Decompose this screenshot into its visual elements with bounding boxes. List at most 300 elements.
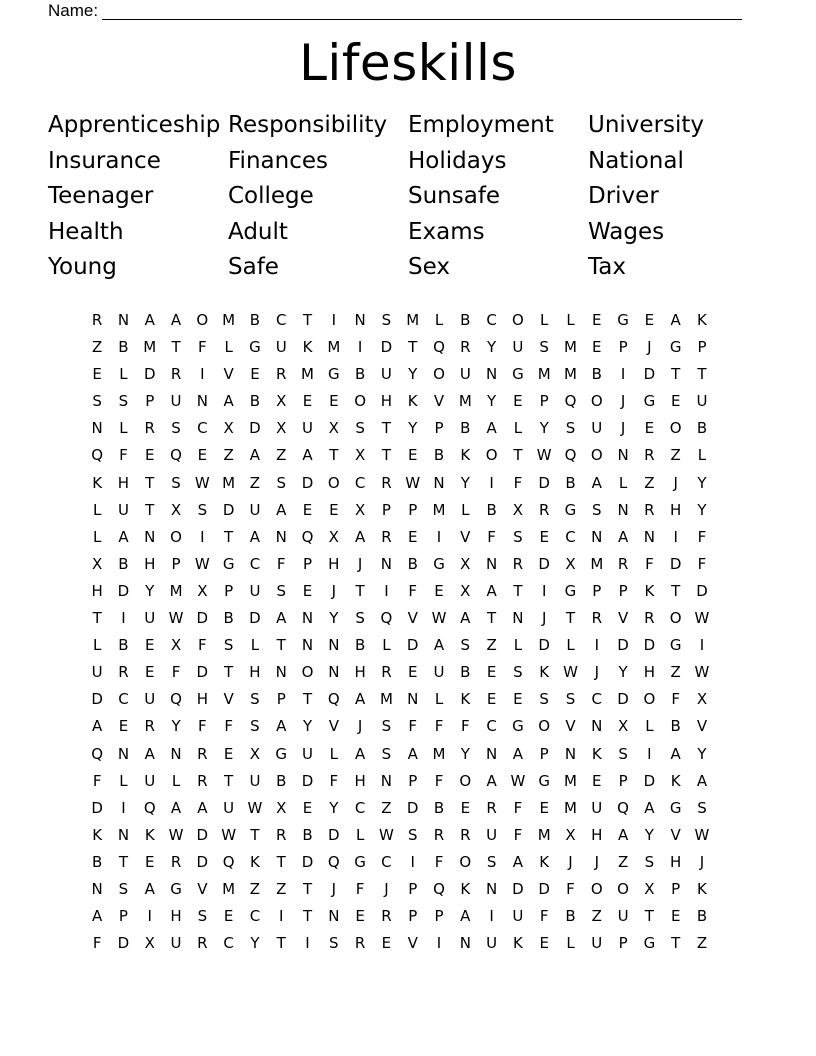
grid-letter[interactable]: C [591,690,603,709]
grid-letter[interactable]: R [591,609,602,628]
grid-letter[interactable]: N [117,744,130,763]
grid-letter[interactable]: V [670,825,681,844]
grid-letter[interactable]: Q [564,446,577,465]
grid-letter[interactable]: S [276,473,286,492]
grid-letter[interactable]: L [224,338,233,357]
grid-letter[interactable]: X [328,419,339,438]
grid-letter[interactable]: N [196,392,208,411]
grid-letter[interactable]: V [433,392,445,411]
grid-letter[interactable]: W [194,473,210,492]
grid-letter[interactable]: M [406,311,420,329]
grid-letter[interactable]: Q [91,744,104,763]
grid-letter[interactable]: A [407,744,418,763]
grid-letter[interactable]: D [538,554,550,573]
grid-letter[interactable]: K [302,338,313,357]
grid-letter[interactable]: I [541,581,547,600]
grid-letter[interactable]: M [537,365,551,384]
grid-letter[interactable]: B [433,798,445,817]
grid-letter[interactable]: Q [564,392,577,411]
grid-letter[interactable]: I [121,609,126,628]
grid-letter[interactable]: N [591,717,603,736]
grid-letter[interactable]: L [461,500,470,519]
grid-letter[interactable]: L [92,527,102,546]
grid-letter[interactable]: D [406,636,419,655]
grid-letter[interactable]: B [354,365,366,384]
grid-letter[interactable]: N [117,825,130,844]
grid-letter[interactable]: Y [408,365,418,384]
grid-letter[interactable]: R [617,554,629,573]
grid-letter[interactable]: W [563,663,578,682]
grid-letter[interactable]: Z [223,446,234,465]
grid-letter[interactable]: E [302,581,313,600]
grid-letter[interactable]: S [381,717,392,736]
grid-letter[interactable]: Y [618,663,628,682]
grid-letter[interactable]: T [644,907,654,926]
grid-letter[interactable]: P [381,500,391,519]
grid-letter[interactable]: O [590,392,603,411]
grid-letter[interactable]: I [594,636,599,655]
grid-letter[interactable]: E [145,446,155,465]
grid-letter[interactable]: U [170,392,182,411]
grid-letter[interactable]: T [302,879,313,898]
grid-letter[interactable]: P [434,419,444,438]
grid-letter[interactable]: F [276,554,286,573]
grid-letter[interactable]: B [460,419,471,438]
grid-letter[interactable]: S [118,879,129,898]
grid-letter[interactable]: Z [670,663,681,682]
name-line[interactable] [102,3,742,20]
grid-letter[interactable]: I [620,365,626,384]
grid-letter[interactable]: T [381,419,391,438]
grid-letter[interactable]: H [670,500,682,519]
grid-letter[interactable]: D [117,581,130,600]
grid-letter[interactable]: L [119,419,128,438]
grid-letter[interactable]: D [301,473,314,492]
grid-letter[interactable]: Q [433,879,445,898]
grid-letter[interactable]: T [92,609,102,628]
grid-letter[interactable]: D [328,825,340,844]
grid-letter[interactable]: W [221,825,237,844]
grid-letter[interactable]: A [197,798,208,817]
grid-letter[interactable]: D [249,609,261,628]
grid-letter[interactable]: F [434,771,444,790]
grid-letter[interactable]: F [487,527,496,546]
grid-letter[interactable]: D [301,771,314,790]
grid-letter[interactable]: Y [460,473,470,492]
grid-letter[interactable]: Q [617,798,629,817]
grid-letter[interactable]: P [697,338,707,357]
grid-letter[interactable]: X [144,934,155,953]
grid-letter[interactable]: E [145,852,155,871]
grid-letter[interactable]: F [119,446,128,465]
grid-letter[interactable]: L [618,473,628,492]
grid-letter[interactable]: U [91,663,103,682]
grid-letter[interactable]: D [643,365,656,384]
grid-letter[interactable]: A [144,879,155,898]
grid-letter[interactable]: S [592,500,602,519]
grid-letter[interactable]: T [355,581,365,600]
grid-letter[interactable]: Z [249,473,261,492]
grid-letter[interactable]: P [276,690,286,709]
grid-letter[interactable]: P [408,907,418,926]
grid-letter[interactable]: S [539,338,549,357]
grid-letter[interactable]: G [249,338,261,357]
grid-letter[interactable]: N [170,744,182,763]
grid-letter[interactable]: U [459,365,471,384]
grid-letter[interactable]: M [564,771,577,790]
grid-letter[interactable]: U [380,365,392,384]
grid-letter[interactable]: A [644,798,655,817]
grid-letter[interactable]: Y [329,609,339,628]
grid-letter[interactable]: A [354,527,366,546]
grid-letter[interactable]: N [459,934,471,953]
grid-letter[interactable]: G [669,338,682,357]
grid-letter[interactable]: Y [171,717,181,736]
grid-letter[interactable]: E [513,392,523,411]
grid-letter[interactable]: R [197,934,208,953]
grid-letter[interactable]: S [513,527,523,546]
grid-letter[interactable]: T [224,663,234,682]
grid-letter[interactable]: J [331,581,337,600]
grid-letter[interactable]: O [327,473,340,492]
grid-letter[interactable]: T [381,446,391,465]
grid-letter[interactable]: U [486,934,498,953]
grid-letter[interactable]: A [170,798,182,817]
grid-letter[interactable]: R [197,744,208,763]
grid-letter[interactable]: K [697,879,707,898]
grid-letter[interactable]: T [171,338,181,357]
grid-letter[interactable]: Y [697,473,707,492]
grid-letter[interactable]: K [512,934,523,953]
grid-letter[interactable]: U [486,825,498,844]
grid-letter[interactable]: U [696,392,708,411]
grid-letter[interactable]: F [513,473,523,492]
grid-letter[interactable]: Y [487,392,497,411]
grid-letter[interactable]: Z [486,636,497,655]
grid-letter[interactable]: L [355,825,365,844]
grid-letter[interactable]: T [145,473,155,492]
grid-letter[interactable]: N [617,446,629,465]
grid-letter[interactable]: O [643,690,656,709]
grid-letter[interactable]: R [512,554,524,573]
grid-letter[interactable]: D [617,636,629,655]
grid-letter[interactable]: B [460,663,471,682]
grid-letter[interactable]: J [647,338,652,357]
grid-letter[interactable]: B [565,907,576,926]
grid-letter[interactable]: M [564,365,577,384]
grid-letter[interactable]: B [670,717,681,736]
grid-letter[interactable]: D [196,663,209,682]
grid-letter[interactable]: R [276,825,287,844]
grid-letter[interactable]: E [145,636,155,655]
grid-letter[interactable]: H [380,392,393,411]
grid-letter[interactable]: B [223,609,234,628]
grid-letter[interactable]: D [91,690,103,709]
grid-letter[interactable]: E [539,798,549,817]
grid-letter[interactable]: L [382,636,391,655]
grid-letter[interactable]: E [670,907,681,926]
grid-letter[interactable]: A [92,717,103,736]
grid-letter[interactable]: K [460,879,471,898]
grid-letter[interactable]: Z [92,338,103,357]
grid-letter[interactable]: D [380,338,393,357]
grid-letter[interactable]: S [407,825,418,844]
grid-letter[interactable]: X [460,581,471,600]
grid-letter[interactable]: E [460,798,471,817]
grid-letter[interactable]: I [279,907,284,926]
grid-letter[interactable]: W [694,663,710,682]
grid-letter[interactable]: H [117,473,130,492]
grid-letter[interactable]: T [408,338,418,357]
grid-letter[interactable]: K [460,446,471,465]
grid-letter[interactable]: I [410,852,415,871]
grid-letter[interactable]: R [170,365,182,384]
grid-letter[interactable]: K [539,663,550,682]
grid-letter[interactable]: E [539,934,549,953]
grid-letter[interactable]: B [696,907,708,926]
grid-letter[interactable]: R [381,473,392,492]
grid-letter[interactable]: R [538,500,550,519]
grid-letter[interactable]: E [302,500,313,519]
grid-letter[interactable]: F [198,338,207,357]
grid-letter[interactable]: Y [487,338,497,357]
grid-letter[interactable]: J [357,554,363,573]
grid-letter[interactable]: E [302,798,313,817]
grid-letter[interactable]: A [460,907,471,926]
grid-letter[interactable]: K [92,825,103,844]
grid-letter[interactable]: N [275,527,287,546]
grid-letter[interactable]: E [118,717,129,736]
grid-letter[interactable]: E [92,365,102,384]
grid-letter[interactable]: S [460,636,471,655]
grid-letter[interactable]: H [591,825,603,844]
grid-letter[interactable]: D [669,554,682,573]
grid-letter[interactable]: U [591,934,603,953]
grid-letter[interactable]: R [354,934,366,953]
grid-letter[interactable]: P [618,338,628,357]
grid-letter[interactable]: T [329,446,339,465]
grid-letter[interactable]: B [118,554,129,573]
grid-letter[interactable]: F [171,663,181,682]
grid-letter[interactable]: W [168,609,184,628]
grid-letter[interactable]: W [168,825,184,844]
grid-letter[interactable]: A [591,473,602,492]
grid-letter[interactable]: Q [91,446,104,465]
grid-letter[interactable]: X [644,879,655,898]
grid-letter[interactable]: D [643,771,656,790]
grid-letter[interactable]: R [91,311,103,329]
grid-letter[interactable]: Y [697,744,707,763]
grid-letter[interactable]: Y [250,934,260,953]
grid-letter[interactable]: M [590,554,604,573]
grid-letter[interactable]: S [565,690,576,709]
grid-letter[interactable]: E [592,338,602,357]
grid-letter[interactable]: B [696,419,708,438]
grid-letter[interactable]: E [250,365,260,384]
grid-letter[interactable]: R [381,907,392,926]
grid-letter[interactable]: O [196,311,209,329]
grid-letter[interactable]: I [436,527,442,546]
grid-letter[interactable]: Q [327,690,340,709]
grid-letter[interactable]: C [381,852,392,871]
grid-letter[interactable]: U [275,338,287,357]
grid-letter[interactable]: N [91,879,103,898]
grid-letter[interactable]: N [328,663,340,682]
grid-letter[interactable]: W [405,473,421,492]
grid-letter[interactable]: W [247,798,263,817]
grid-letter[interactable]: N [407,690,419,709]
grid-letter[interactable]: T [513,581,523,600]
grid-letter[interactable]: O [538,717,551,736]
grid-letter[interactable]: K [144,825,155,844]
grid-letter[interactable]: E [197,446,208,465]
grid-letter[interactable]: S [223,636,234,655]
grid-letter[interactable]: I [647,744,652,763]
grid-letter[interactable]: S [197,500,208,519]
grid-letter[interactable]: T [565,609,576,628]
grid-letter[interactable]: A [617,527,629,546]
grid-letter[interactable]: T [513,446,523,465]
grid-letter[interactable]: A [249,527,261,546]
grid-letter[interactable]: J [620,419,626,438]
grid-letter[interactable]: N [144,527,156,546]
grid-letter[interactable]: Y [145,581,155,600]
grid-letter[interactable]: G [643,934,656,953]
grid-letter[interactable]: K [92,473,103,492]
grid-letter[interactable]: X [460,554,471,573]
grid-letter[interactable]: T [276,934,286,953]
grid-letter[interactable]: U [591,798,603,817]
grid-letter[interactable]: D [222,500,235,519]
grid-letter[interactable]: Y [460,744,470,763]
grid-letter[interactable]: E [434,581,444,600]
grid-letter[interactable]: A [276,717,287,736]
grid-letter[interactable]: M [222,473,236,492]
grid-letter[interactable]: E [644,311,655,329]
grid-letter[interactable]: F [434,717,444,736]
grid-letter[interactable]: G [617,311,629,329]
grid-letter[interactable]: C [354,473,366,492]
grid-letter[interactable]: C [249,907,261,926]
grid-letter[interactable]: P [118,907,128,926]
grid-letter[interactable]: F [671,690,680,709]
grid-letter[interactable]: Z [696,934,708,953]
grid-letter[interactable]: J [357,717,363,736]
grid-letter[interactable]: U [223,798,235,817]
grid-letter[interactable]: A [354,690,366,709]
grid-letter[interactable]: E [486,663,497,682]
grid-letter[interactable]: U [433,663,445,682]
grid-letter[interactable]: C [249,554,261,573]
grid-letter[interactable]: L [697,446,707,465]
grid-letter[interactable]: R [118,663,129,682]
grid-letter[interactable]: S [486,852,497,871]
grid-letter[interactable]: J [699,852,705,871]
grid-letter[interactable]: Z [276,446,287,465]
grid-letter[interactable]: L [513,419,523,438]
grid-letter[interactable]: I [200,527,205,546]
grid-letter[interactable]: O [485,446,498,465]
grid-letter[interactable]: T [671,934,681,953]
grid-letter[interactable]: U [512,338,524,357]
grid-letter[interactable]: T [224,527,234,546]
grid-letter[interactable]: F [329,771,339,790]
grid-letter[interactable]: E [670,392,681,411]
grid-letter[interactable]: J [331,879,337,898]
grid-letter[interactable]: J [384,879,389,898]
grid-letter[interactable]: P [539,392,549,411]
grid-letter[interactable]: U [117,500,129,519]
grid-letter[interactable]: Q [380,609,393,628]
grid-letter[interactable]: U [249,500,261,519]
grid-letter[interactable]: K [697,311,707,329]
grid-letter[interactable]: B [249,311,261,329]
grid-letter[interactable]: O [669,419,682,438]
grid-letter[interactable]: X [276,419,287,438]
grid-letter[interactable]: C [486,311,497,329]
grid-letter[interactable]: H [328,554,340,573]
grid-letter[interactable]: Y [302,717,313,736]
grid-letter[interactable]: M [143,338,157,357]
grid-letter[interactable]: P [671,879,681,898]
grid-letter[interactable]: Q [170,446,182,465]
grid-letter[interactable]: A [302,446,313,465]
grid-letter[interactable]: L [645,717,654,736]
grid-letter[interactable]: A [144,744,155,763]
grid-letter[interactable]: O [433,365,445,384]
grid-letter[interactable]: M [222,879,236,898]
grid-letter[interactable]: Z [249,879,261,898]
grid-letter[interactable]: W [694,825,710,844]
grid-letter[interactable]: J [568,852,573,871]
grid-letter[interactable]: L [119,771,128,790]
grid-letter[interactable]: B [118,636,129,655]
grid-letter[interactable]: T [302,690,313,709]
grid-letter[interactable]: S [118,392,129,411]
grid-letter[interactable]: B [249,392,261,411]
grid-letter[interactable]: X [354,446,366,465]
grid-letter[interactable]: O [669,609,682,628]
grid-letter[interactable]: V [460,527,471,546]
grid-letter[interactable]: O [590,879,603,898]
grid-letter[interactable]: U [144,690,156,709]
grid-letter[interactable]: B [565,473,576,492]
grid-letter[interactable]: U [617,907,629,926]
grid-letter[interactable]: O [301,663,314,682]
grid-letter[interactable]: D [643,636,656,655]
grid-letter[interactable]: D [301,852,314,871]
grid-letter[interactable]: V [617,609,629,628]
grid-letter[interactable]: V [223,690,234,709]
grid-letter[interactable]: B [460,311,471,329]
grid-letter[interactable]: X [276,798,287,817]
grid-letter[interactable]: S [250,717,260,736]
grid-letter[interactable]: N [328,907,340,926]
grid-letter[interactable]: D [117,934,130,953]
grid-letter[interactable]: G [354,852,366,871]
grid-letter[interactable]: K [407,392,418,411]
grid-letter[interactable]: B [486,500,497,519]
grid-letter[interactable]: F [460,717,470,736]
grid-letter[interactable]: W [431,609,447,628]
grid-letter[interactable]: T [250,825,260,844]
grid-letter[interactable]: K [539,852,550,871]
grid-letter[interactable]: W [378,825,394,844]
grid-letter[interactable]: B [407,554,418,573]
grid-letter[interactable]: Y [644,825,654,844]
grid-letter[interactable]: G [643,392,656,411]
grid-letter[interactable]: S [197,907,208,926]
